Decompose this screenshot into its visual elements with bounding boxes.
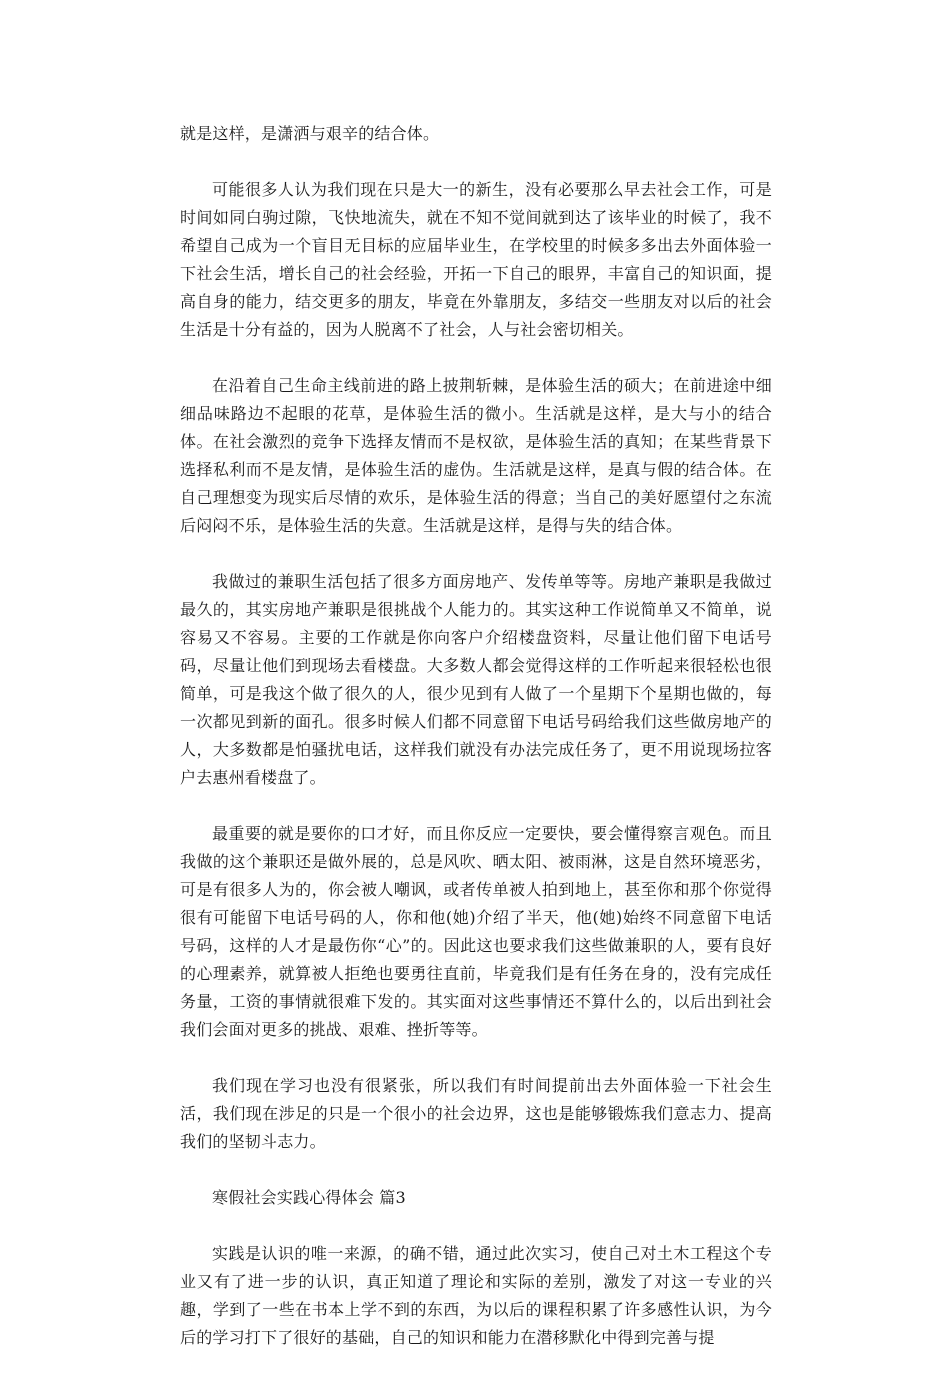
paragraph: 我们现在学习也没有很紧张，所以我们有时间提前出去外面体验一下社会生活，我们现在涉足的只是一个很小的社会边界，这也是能够锻炼我们意志力、提高我们的坚韧斗志力。 (180, 1076, 772, 1151)
paragraph-continuation: 就是这样，是潇洒与艰辛的结合体。 (180, 124, 440, 143)
paragraph: 实践是认识的唯一来源，的确不错，通过此次实习，使自己对土木工程这个专业又有了进一步的认识，真正知道了理论和实际的差别，激发了对这一专业的兴趣，学到了一些在书本上学不到的东西，为以后的课程积累了许多感性认识，为今后的学习打下了很好的基础，自己的知识和能力在潜移默化中得到完善与提 (180, 1244, 772, 1347)
paragraph: 在沿着自己生命主线前进的路上披荆斩棘，是体验生活的硕大；在前进途中细细品味路边不起眼的花草，是体验生活的微小。生活就是这样，是大与小的结合体。在社会激烈的竞争下选择友情而不是权欲，是体验生活的真知；在某些背景下选择私利而不是友情，是体验生活的虚伪。生活就是这样，是真与假的结合体。在自己理想变为现实后尽情的欢乐，是体验生活的得意；当自己的美好愿望付之东流后闷闷不乐，是体验生活的失意。生活就是这样，是得与失的结合体。 (180, 376, 772, 535)
paragraph: 我做过的兼职生活包括了很多方面房地产、发传单等等。房地产兼职是我做过最久的，其实房地产兼职是很挑战个人能力的。其实这种工作说简单又不简单，说容易又不容易。主要的工作就是你向客户介绍楼盘资料，尽量让他们留下电话号码，尽量让他们到现场去看楼盘。大多数人都会觉得这样的工作听起来很轻松也很简单，可是我这个做了很久的人，很少见到有人做了一个星期下个星期也做的，每一次都见到新的面孔。很多时候人们都不同意留下电话号码给我们这些做房地产的人，大多数都是怕骚扰电话，这样我们就没有办法完成任务了，更不用说现场拉客户去惠州看楼盘了。 (180, 572, 772, 787)
paragraph: 可能很多人认为我们现在只是大一的新生，没有必要那么早去社会工作，可是时间如同白驹过隙，飞快地流失，就在不知不觉间就到达了该毕业的时候了，我不希望自己成为一个盲目无目标的应届毕业生，在学校里的时候多多出去外面体验一下社会生活，增长自己的社会经验，开拓一下自己的眼界，丰富自己的知识面，提高自身的能力，结交更多的朋友，毕竟在外靠朋友，多结交一些朋友对以后的社会生活是十分有益的，因为人脱离不了社会，人与社会密切相关。 (180, 180, 772, 339)
paragraph: 最重要的就是要你的口才好，而且你反应一定要快，要会懂得察言观色。而且我做的这个兼职还是做外展的，总是风吹、晒太阳、被雨淋，这是自然环境恶劣，可是有很多人为的，你会被人嘲讽，或者传单被人拍到地上，甚至你和那个你觉得很有可能留下电话号码的人，你和他(她)介绍了半天，他(她)始终不同意留下电话号码，这样的人才是最伤你“心”的。因此这也要求我们这些做兼职的人，要有良好的心理素养，就算被人拒绝也要勇往直前，毕竟我们是有任务在身的，没有完成任务量，工资的事情就很难下发的。其实面对这些事情还不算什么的，以后出到社会我们会面对更多的挑战、艰难、挫折等等。 (180, 824, 772, 1039)
section-heading: 寒假社会实践心得体会 篇3 (212, 1188, 406, 1207)
document-page (180, 120, 772, 1380)
